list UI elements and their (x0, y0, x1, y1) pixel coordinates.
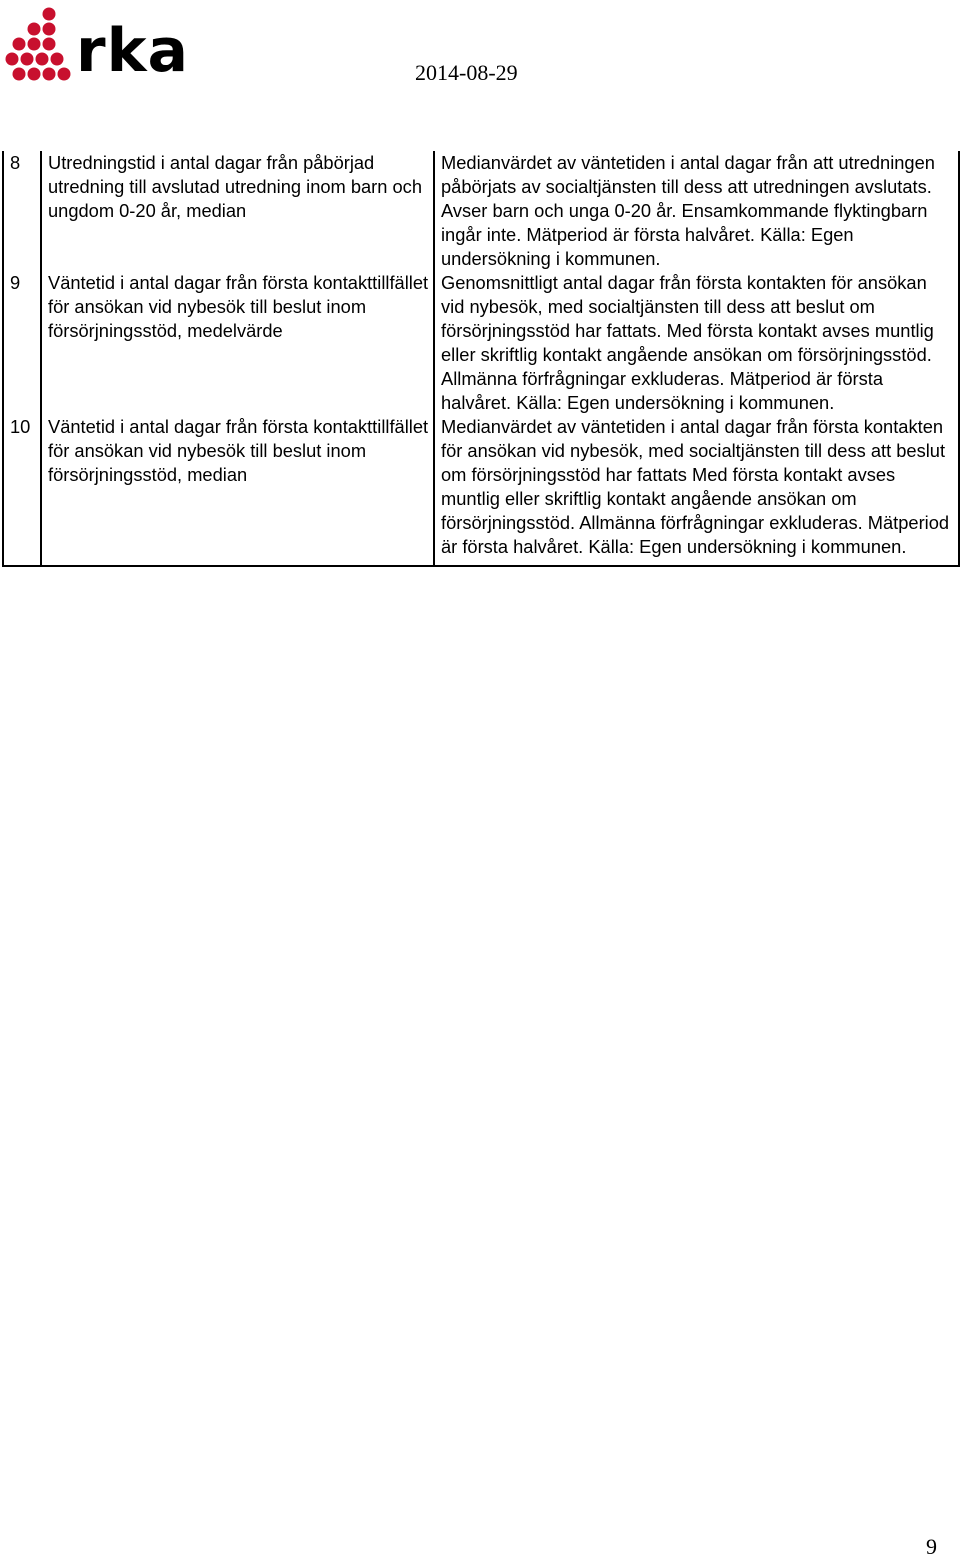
criterion-description: Genomsnittligt antal dagar från första kontakten för ansökan vid nybesök, med socialtjänsten till dess att beslut om försörjningsstöd har fattats. Med första kontakt avses muntlig eller skriftlig kontakt angående ansökan om försörjningsstöd. Allmänna förfrågningar exkluderas. Mätperiod är första halvåret. Källa: Egen undersökning i kommunen. (434, 271, 959, 415)
criterion-description: Medianvärdet av väntetiden i antal dagar från att utredningen påbörjats av socialtjänsten till dess att utredningen avslutats. Avser barn och unga 0-20 år. Ensamkommande flyktingbarn ingår inte. Mätperiod är första halvåret. Källa: Egen undersökning i kommunen. (434, 151, 959, 271)
row-number: 9 (3, 271, 41, 415)
criterion-name: Väntetid i antal dagar från första kontakttillfället för ansökan vid nybesök till beslut inom försörjningsstöd, medelvärde (41, 271, 434, 415)
criteria-table (2, 151, 960, 567)
document-date: 2014-08-29 (415, 60, 518, 85)
page-number: 9 (926, 1534, 937, 1559)
dot-grid-logo-icon (4, 6, 76, 82)
criterion-name: Väntetid i antal dagar från första kontakttillfället för ansökan vid nybesök till beslut inom försörjningsstöd, median (41, 415, 434, 566)
criterion-name: Utredningstid i antal dagar från påbörjad utredning till avslutad utredning inom barn och ungdom 0-20 år, median (41, 151, 434, 271)
logo-wordmark: rka (76, 16, 189, 86)
rka-logo (4, 6, 189, 86)
table-row (3, 151, 959, 271)
row-number: 10 (3, 415, 41, 566)
row-number: 8 (3, 151, 41, 271)
table-row (3, 415, 959, 566)
table-row (3, 271, 959, 415)
criterion-description: Medianvärdet av väntetiden i antal dagar från första kontakten för ansökan vid nybesök, med socialtjänsten till dess att beslut om försörjningsstöd har fattats Med första kontakt avses muntlig eller skriftlig kontakt angående ansökan om försörjningsstöd. Allmänna förfrågningar exkluderas. Mätperiod är första halvåret. Källa: Egen undersökning i kommunen. (434, 415, 959, 566)
